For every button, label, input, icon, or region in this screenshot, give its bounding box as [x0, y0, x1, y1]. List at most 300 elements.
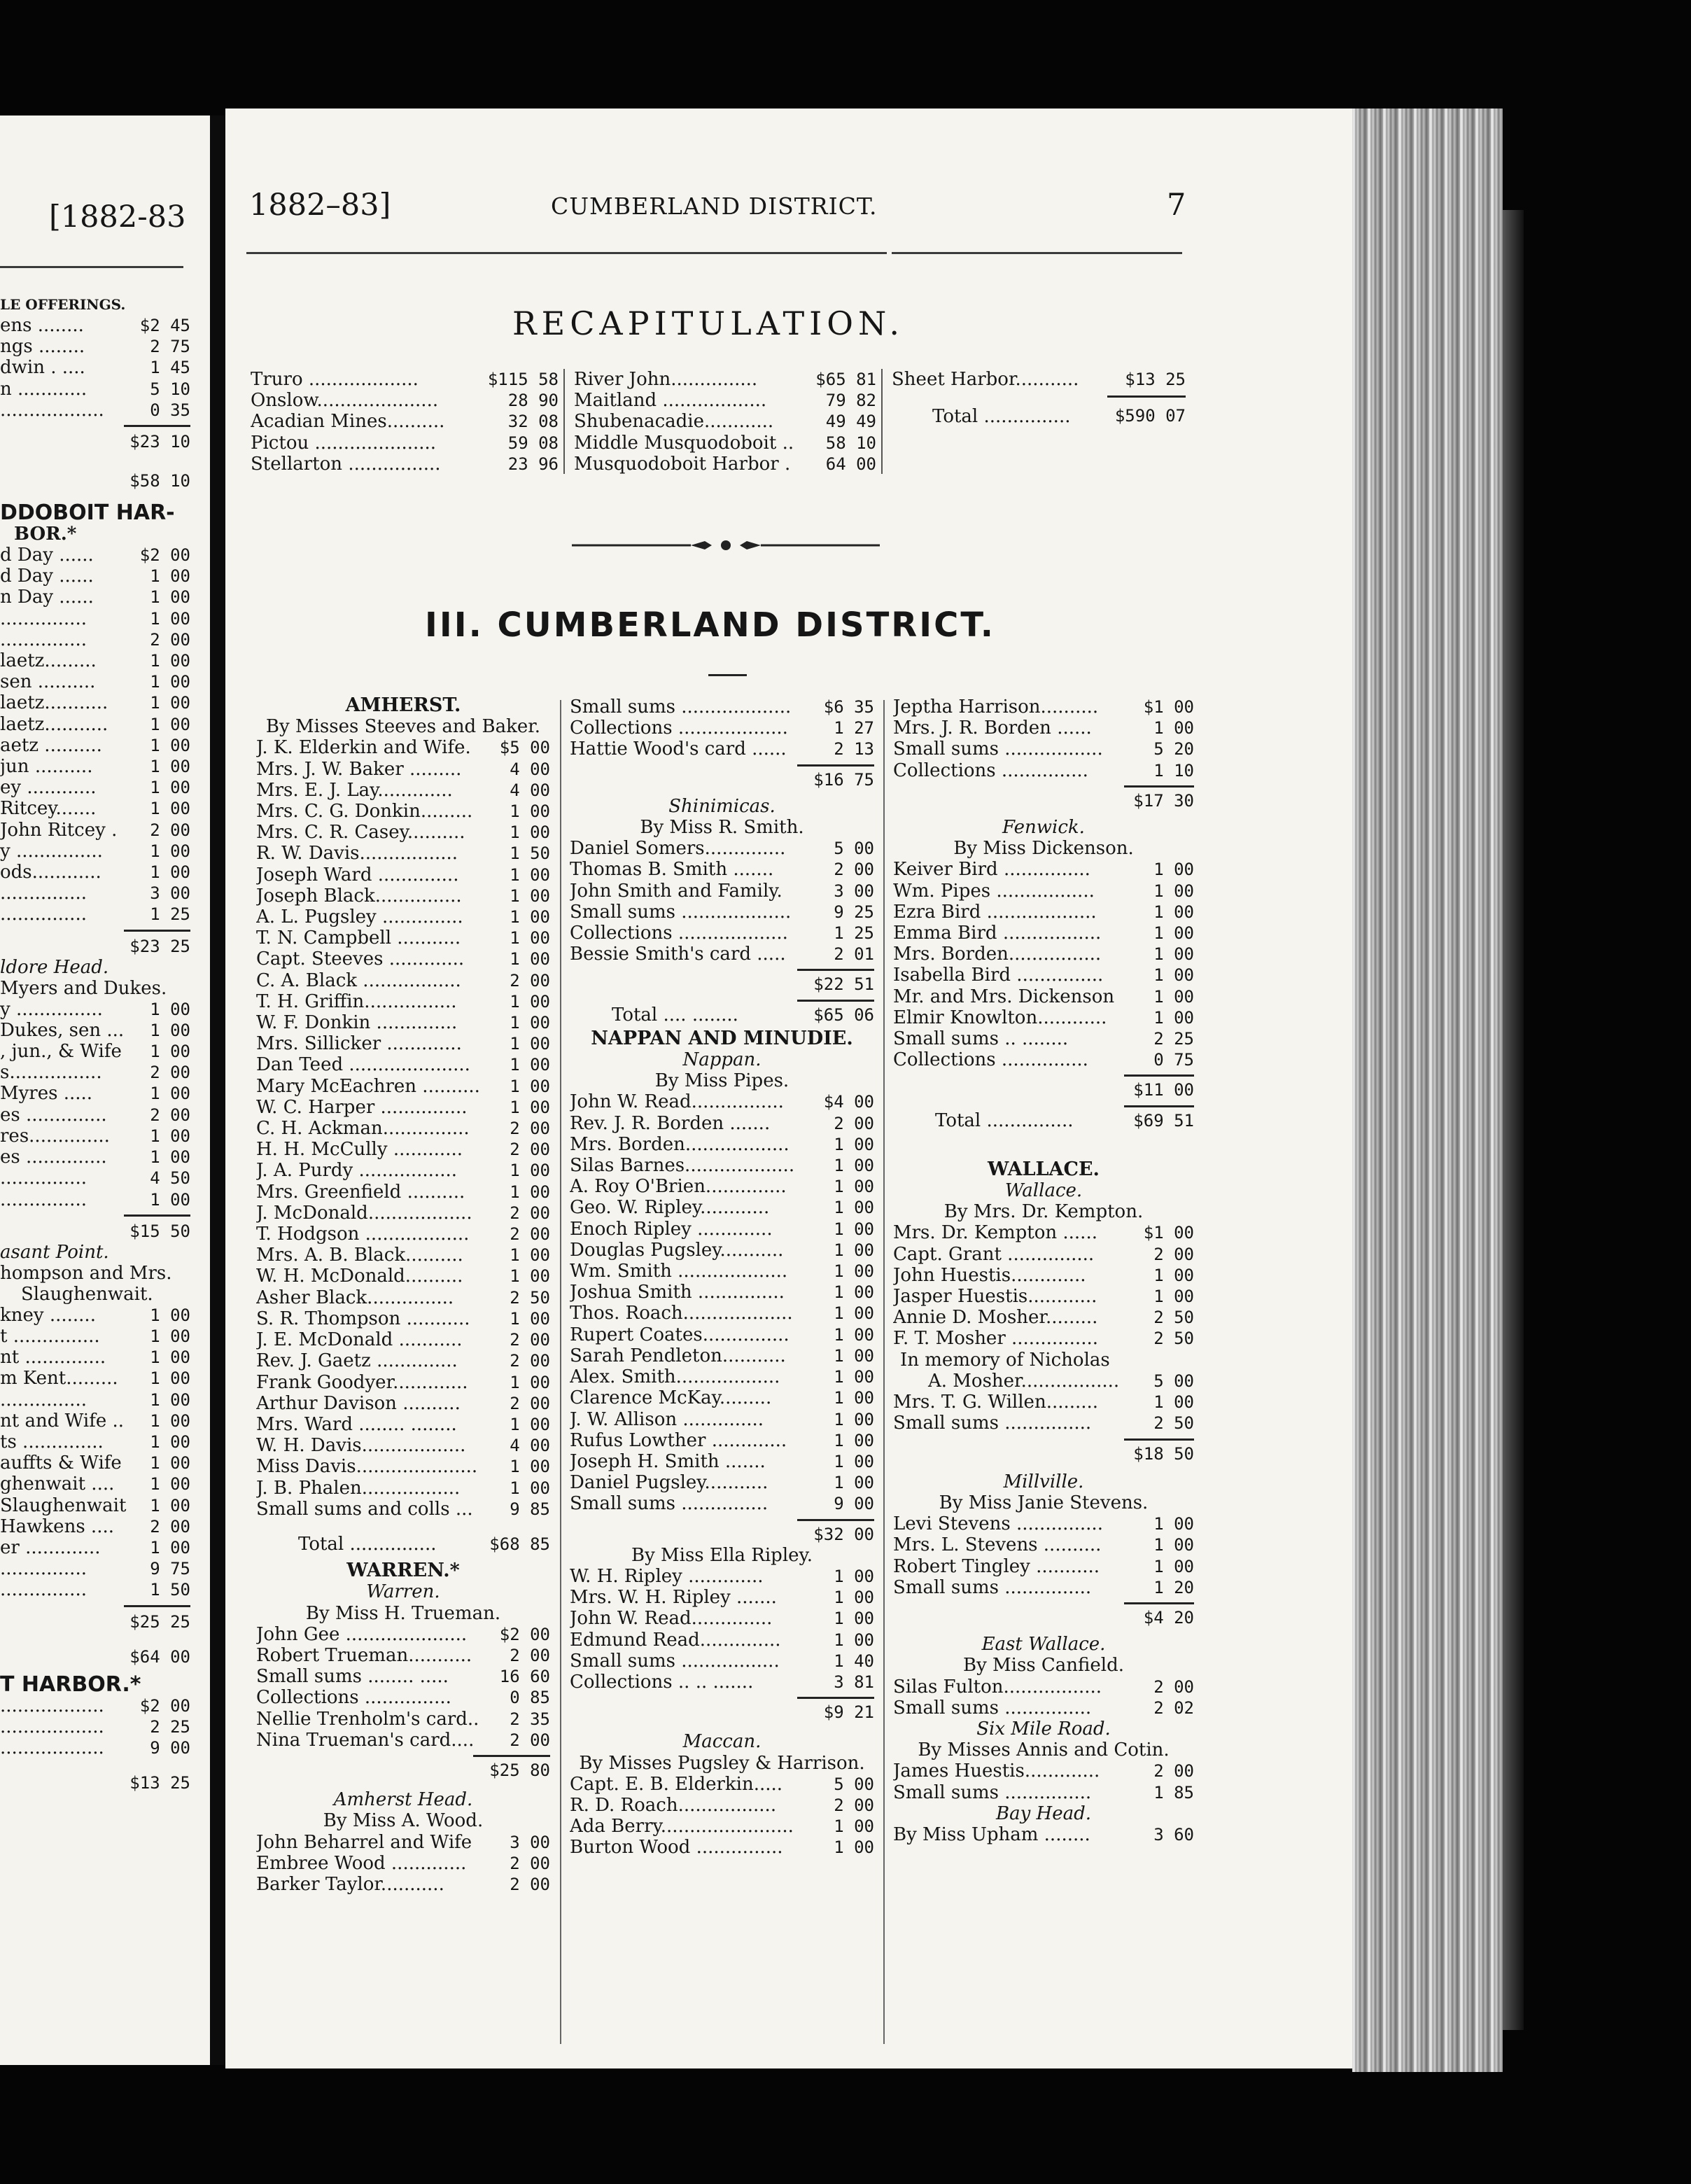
entry-amount: 1 85: [1153, 1782, 1194, 1802]
entry-label: ens ........: [0, 315, 84, 336]
sum-rule: [1124, 1105, 1194, 1107]
entry-label: Small sums ...................: [570, 696, 792, 718]
entry-amount: 1 00: [150, 862, 190, 883]
section-total: [570, 1004, 874, 1026]
sum-rule: [797, 1519, 874, 1521]
entry-label: Ada Berry.......................: [570, 1816, 794, 1837]
entry-amount: 1 00: [510, 991, 550, 1011]
entry-row: [256, 1287, 550, 1308]
memory-line: In memory of Nicholas: [900, 1349, 1110, 1371]
spacer: [0, 1632, 190, 1646]
left-entry-row: [0, 357, 190, 378]
entry-label: Elmir Knowlton............: [893, 1007, 1107, 1028]
entry-amount: 1 27: [834, 718, 874, 738]
entry-label: m Kent.........: [0, 1368, 118, 1390]
entry-row: [570, 1134, 874, 1155]
entry-label: Mrs. Ward ........ ........: [256, 1413, 457, 1435]
total-label: Total ...............: [298, 1533, 437, 1555]
entry-label: , jun., & Wife: [0, 1041, 122, 1063]
entry-amount: 0 75: [1153, 1050, 1194, 1070]
entry-amount: 2 01: [834, 944, 874, 965]
entry-amount: 2 00: [834, 1795, 874, 1815]
recap-row: [574, 369, 876, 390]
entry-row: [256, 1832, 550, 1853]
entry-label: John Huestis.............: [893, 1264, 1086, 1286]
entry-amount: 1 20: [1153, 1577, 1194, 1597]
entry-row: [570, 902, 874, 923]
left-entry-row: [0, 1737, 190, 1758]
entry-label: ...............: [0, 904, 87, 925]
recap-row: [574, 433, 876, 454]
entry-amount: 1 00: [510, 1308, 550, 1329]
entry-amount: 16 60: [499, 1667, 550, 1687]
entry-label: Small sums ...............: [893, 1413, 1092, 1434]
entry-amount: 2 00: [150, 1063, 190, 1083]
entry-label: Joseph Ward ..............: [256, 864, 459, 886]
entry-amount: 1 00: [1153, 944, 1194, 965]
entry-row: [570, 1774, 874, 1795]
entry-amount: 1 00: [1153, 965, 1194, 986]
entry-amount: 2 00: [510, 1140, 550, 1160]
entry-amount: 5 10: [150, 379, 190, 399]
entry-amount: 5 00: [834, 1774, 874, 1794]
entry-amount: 1 00: [834, 1609, 874, 1629]
entry-amount: 1 00: [510, 1013, 550, 1033]
entry-label: R. W. Davis.................: [256, 843, 458, 864]
entry-amount: 4 00: [510, 759, 550, 779]
left-collector-line: Myers and Dukes.: [0, 977, 167, 999]
entry-amount: 1 00: [150, 693, 190, 713]
entry-amount: 9 00: [150, 1737, 190, 1758]
left-entry-row: [0, 336, 190, 357]
collector-line: By Mrs. Dr. Kempton.: [943, 1201, 1144, 1223]
entry-label: Small sums ...............: [893, 1576, 1092, 1598]
entry-label: Mrs. Borden..................: [570, 1133, 790, 1155]
subheading: Warren.: [366, 1581, 440, 1603]
entry-row: [893, 1307, 1194, 1328]
left-entry-row: [0, 1537, 190, 1558]
entry-label: ...............: [0, 1579, 87, 1601]
entry-row: [570, 1409, 874, 1430]
entry-amount: 9 85: [510, 1499, 550, 1519]
entry-label: Myres .....: [0, 1083, 93, 1105]
recap-col-1: [251, 369, 559, 475]
entry-amount: 1 00: [150, 1326, 190, 1346]
recap-total-value: $590 07: [1114, 406, 1186, 426]
entry-label: ...............: [0, 883, 87, 904]
entry-label: res..............: [0, 1125, 110, 1147]
entry-label: Rev. J. R. Borden .......: [570, 1112, 771, 1134]
entry-label: ...............: [0, 629, 87, 650]
sum-rule: [797, 1000, 874, 1002]
entry-label: J. B. Phalen.................: [256, 1477, 461, 1499]
entry-amount: 1 00: [150, 1453, 190, 1474]
book-edge-shadow: [1503, 210, 1524, 2030]
sum-rule: [797, 1697, 874, 1699]
entry-row: [570, 1303, 874, 1324]
entry-row: [893, 1698, 1194, 1718]
entry-row: [893, 1513, 1194, 1534]
entry-amount: 1 00: [834, 1324, 874, 1345]
entry-row: [256, 970, 550, 991]
entry-label: Mrs. J. R. Borden ......: [893, 718, 1092, 739]
spacer: [893, 1131, 1194, 1159]
entry-label: es ..............: [0, 1147, 107, 1168]
entry-row: [570, 1672, 874, 1693]
entry-amount: 1 00: [150, 1147, 190, 1168]
entry-label: J. W. Allison ..............: [570, 1408, 764, 1430]
entry-amount: 1 00: [150, 757, 190, 777]
entry-amount: 1 00: [150, 1020, 190, 1040]
entry-row: [893, 1244, 1194, 1265]
left-entry-row: [0, 1695, 190, 1716]
left-entry-row: [0, 1305, 190, 1326]
recap-col-3: [892, 369, 1186, 390]
entry-amount: 1 00: [1153, 986, 1194, 1007]
entry-label: Jeptha Harrison..........: [893, 696, 1099, 718]
entry-label: Slaughenwait: [0, 1494, 127, 1516]
grand-total: $13 25: [129, 1773, 190, 1793]
entry-label: John Beharrel and Wife: [256, 1831, 472, 1853]
entry-amount: 1 00: [510, 1097, 550, 1117]
entry-amount: 1 00: [834, 1566, 874, 1586]
entry-amount: 1 00: [150, 566, 190, 587]
entry-label: Small sums .................: [893, 738, 1103, 760]
entry-row: [893, 1286, 1194, 1307]
entry-label: Nellie Trenholm's card..: [256, 1708, 479, 1730]
entry-label: Small sums .. ........: [893, 1028, 1069, 1050]
entry-amount: 1 40: [834, 1651, 874, 1671]
entry-amount: 3 60: [1153, 1824, 1194, 1844]
left-entry-row: [0, 608, 190, 629]
entry-amount: 1 00: [150, 1432, 190, 1452]
entry-amount: $6 35: [823, 697, 874, 717]
spacer: [0, 452, 190, 470]
entry-label: y ...............: [0, 998, 103, 1020]
entry-row: [570, 923, 874, 944]
entry-label: Miss Davis.....................: [256, 1456, 478, 1478]
entry-amount: 1 00: [834, 1198, 874, 1218]
entry-row: [893, 986, 1194, 1007]
recap-row: [251, 390, 559, 411]
entry-label: A. Roy O'Brien..............: [570, 1176, 787, 1198]
entry-label: laetz...........: [0, 692, 108, 714]
entry-label: Mrs. E. J. Lay.............: [256, 779, 453, 801]
entry-row: [570, 1837, 874, 1858]
entry-label: ngs ........: [0, 336, 85, 358]
entry-amount: 1 00: [834, 1282, 874, 1303]
entry-amount: 2 00: [510, 1730, 550, 1750]
entry-label: Mrs. Dr. Kempton ......: [893, 1222, 1097, 1244]
entry-amount: 1 00: [150, 1537, 190, 1558]
entry-amount: $2 00: [139, 545, 190, 566]
entry-amount: 1 50: [150, 1580, 190, 1600]
sum-rule: [124, 1605, 190, 1607]
entry-amount: 1 00: [1153, 718, 1194, 738]
entry-amount: 3 00: [150, 883, 190, 904]
entry-label: Small sums and colls ...: [256, 1498, 473, 1520]
left-entry-row: [0, 629, 190, 650]
entry-row: [570, 859, 874, 880]
entry-label: ...............: [0, 608, 87, 629]
entry-amount: $5 00: [499, 738, 550, 758]
left-entry-row: [0, 756, 190, 777]
entry-label: d Day ......: [0, 545, 94, 566]
subheading: Millville.: [1003, 1471, 1084, 1492]
entry-label: T. H. Griffin................: [256, 990, 457, 1012]
entry-amount: 1 00: [834, 1240, 874, 1260]
left-entry-row: [0, 1558, 190, 1579]
entry-amount: 1 00: [834, 1303, 874, 1324]
entry-amount: 1 00: [834, 1177, 874, 1197]
recap-total-rule: [1107, 396, 1186, 398]
left-entry-row: [0, 587, 190, 608]
entry-amount: 1 00: [834, 1630, 874, 1650]
entry-row: [256, 1160, 550, 1181]
entry-label: John Ritcey .: [0, 819, 118, 841]
recap-row: [251, 433, 559, 454]
entry-label: Onslow.....................: [251, 390, 439, 412]
subheading: Bay Head.: [995, 1802, 1092, 1824]
entry-label: Clarence McKay.........: [570, 1387, 772, 1409]
entry-row: [570, 1282, 874, 1303]
entry-label: Mrs. Borden................: [893, 944, 1102, 965]
entry-amount: 1 00: [1153, 1514, 1194, 1534]
entry-row: [570, 1493, 874, 1514]
entry-amount: $1 00: [1143, 697, 1194, 717]
subtotal: $22 51: [813, 974, 874, 995]
left-entry-row: [0, 1041, 190, 1062]
entry-amount: 1 00: [150, 1084, 190, 1104]
entry-row: [570, 1113, 874, 1134]
entry-label: d Day ......: [0, 566, 94, 587]
entry-row: [256, 1245, 550, 1266]
spacer: [570, 790, 874, 796]
recap-total-label: Total ...............: [932, 406, 1071, 427]
subtotal: $9 21: [823, 1702, 874, 1723]
entry-label: Collections ...............: [893, 760, 1088, 781]
entry-label: Alex. Smith..................: [570, 1366, 780, 1388]
left-entry-row: [0, 1452, 190, 1474]
entry-amount: 2 00: [510, 1203, 550, 1223]
entry-amount: 1 00: [510, 1055, 550, 1075]
entry-label: Keiver Bird ...............: [893, 859, 1090, 881]
sum-rule: [124, 930, 190, 932]
entry-amount: 1 00: [150, 799, 190, 819]
subtotal: $32 00: [813, 1524, 874, 1544]
left-entry-row: [0, 1020, 190, 1041]
entry-label: Silas Fulton.................: [893, 1676, 1102, 1698]
entry-label: ..................: [0, 1695, 104, 1716]
entry-label: Small sums ...............: [570, 1493, 769, 1515]
entry-row: [570, 1816, 874, 1837]
entry-amount: 2 25: [1153, 1029, 1194, 1049]
left-entry-row: [0, 400, 190, 421]
entry-amount: 1 00: [1153, 1007, 1194, 1028]
entry-label: Mrs. T. G. Willen.........: [893, 1392, 1099, 1413]
entry-amount: 1 00: [834, 1409, 874, 1429]
entry-row: [256, 1054, 550, 1075]
book-gutter: [210, 115, 225, 2065]
column-a: [256, 695, 550, 1895]
sum-rule: [797, 969, 874, 971]
entry-label: T. N. Campbell ...........: [256, 927, 461, 949]
entry-row: [256, 1435, 550, 1456]
sum-rule: [124, 1214, 190, 1217]
entry-label: Rufus Lowther .............: [570, 1429, 787, 1451]
recap-total: [932, 406, 1186, 427]
entry-label: ts ..............: [0, 1431, 104, 1452]
entry-amount: 1 00: [150, 1042, 190, 1062]
entry-label: J. A. Purdy .................: [256, 1160, 458, 1182]
entry-row: [570, 696, 874, 718]
entry-amount: 1 00: [1153, 1265, 1194, 1285]
entry-row: [256, 991, 550, 1012]
entry-amount: 2 00: [1153, 1761, 1194, 1782]
sum-rule: [124, 425, 190, 427]
entry-row: [893, 1676, 1194, 1698]
entry-row: [893, 1760, 1194, 1782]
entry-row: [893, 965, 1194, 986]
entry-label: Mr. and Mrs. Dickenson: [893, 986, 1115, 1007]
entry-row: [893, 1328, 1194, 1349]
entry-row: [893, 1413, 1194, 1434]
entry-label: ..................: [0, 399, 104, 421]
entry-label: ey ............: [0, 777, 97, 799]
entry-row: [893, 1222, 1194, 1243]
collector-line: By Miss H. Trueman.: [305, 1602, 501, 1624]
entry-label: Dan Teed .....................: [256, 1054, 470, 1076]
left-entry-row: [0, 1495, 190, 1516]
entry-label: W. F. Donkin ..............: [256, 1012, 458, 1034]
entry-label: Ezra Bird ...................: [893, 901, 1097, 923]
entry-label: ghenwait ....: [0, 1474, 115, 1495]
entry-amount: 5 20: [1153, 739, 1194, 760]
entry-label: Hawkens ....: [0, 1516, 114, 1537]
collector-line: By Miss Dickenson.: [953, 838, 1134, 860]
left-entry-row: [0, 1147, 190, 1168]
entry-row: [256, 1224, 550, 1245]
entry-amount: 2 13: [834, 739, 874, 760]
entry-row: [256, 737, 550, 758]
section-heading-nappan: NAPPAN AND MINUDIE.: [591, 1027, 853, 1049]
spacer: [256, 1520, 550, 1534]
entry-amount: 1 00: [1153, 881, 1194, 901]
entry-label: Daniel Somers..............: [570, 838, 786, 860]
entry-row: [256, 1350, 550, 1371]
entry-row: [893, 738, 1194, 760]
spacer: [570, 1723, 874, 1731]
section-heading-warren: WARREN.*: [346, 1560, 460, 1582]
entry-amount: 1 45: [150, 358, 190, 378]
subtotal: $11 00: [1133, 1080, 1194, 1100]
entry-row: [256, 1097, 550, 1118]
entry-label: Isabella Bird ...............: [893, 965, 1104, 986]
entry-label: Edmund Read..............: [570, 1629, 781, 1651]
entry-amount: 1 00: [510, 1457, 550, 1477]
entry-label: sen ..........: [0, 671, 96, 693]
entry-amount: 1 00: [834, 1345, 874, 1366]
entry-row: [256, 780, 550, 801]
entry-label: Rupert Coates...............: [570, 1324, 790, 1345]
entry-row: [893, 718, 1194, 738]
entry-label: Collections .. .. .......: [570, 1671, 754, 1693]
left-page-header: [1882-83: [49, 200, 186, 234]
left-entry-row: [0, 862, 190, 883]
grand-total: $58 10: [129, 471, 190, 491]
entry-label: Annie D. Mosher.........: [893, 1307, 1098, 1329]
entry-row: [256, 864, 550, 886]
entry-amount: 23 96: [507, 454, 559, 474]
collector-line: By Miss Janie Stevens.: [939, 1492, 1149, 1513]
collector-line: By Miss A. Wood.: [323, 1810, 484, 1832]
entry-label: Small sums ...............: [893, 1782, 1092, 1803]
entry-row: [256, 1730, 550, 1751]
entry-row: [256, 948, 550, 969]
entry-label: Embree Wood .............: [256, 1852, 467, 1874]
spacer: [893, 1628, 1194, 1634]
entry-amount: 1 00: [1153, 902, 1194, 922]
entry-label: Barker Taylor...........: [256, 1873, 444, 1895]
total-value: $69 51: [1133, 1110, 1194, 1130]
entry-amount: 1 00: [834, 1473, 874, 1493]
entry-label: Mrs. L. Stevens ..........: [893, 1534, 1102, 1556]
entry-amount: $2 45: [139, 316, 190, 335]
left-entry-row: [0, 777, 190, 798]
entry-amount: 2 02: [1153, 1698, 1194, 1718]
entry-amount: 2 00: [510, 1351, 550, 1371]
entry-label: Joseph Black...............: [256, 885, 462, 906]
collector-line: By Miss Ella Ripley.: [631, 1544, 813, 1566]
entry-label: C. H. Ackman...............: [256, 1118, 470, 1140]
entry-label: Capt. Steeves .............: [256, 948, 465, 970]
recap-row: [251, 454, 559, 475]
entry-amount: 4 00: [510, 1436, 550, 1456]
entry-label: Thos. Roach...................: [570, 1303, 793, 1324]
subtotal: $18 50: [1133, 1443, 1194, 1464]
entry-amount: 2 00: [150, 1516, 190, 1536]
entry-amount: 2 35: [510, 1709, 550, 1729]
entry-amount: 1 00: [510, 1266, 550, 1287]
entry-label: Rev. J. Gaetz ..............: [256, 1350, 458, 1372]
entry-amount: 4 00: [510, 780, 550, 800]
entry-row: [570, 1587, 874, 1608]
entry-amount: 2 00: [510, 1330, 550, 1350]
district-title: III. CUMBERLAND DISTRICT.: [425, 606, 996, 645]
entry-label: ..................: [0, 1737, 104, 1758]
entry-row: [893, 1049, 1194, 1070]
entry-label: Collections ...............: [256, 1687, 451, 1709]
recap-row: [251, 411, 559, 432]
entry-amount: 1 00: [1153, 923, 1194, 944]
entry-label: Robert Trueman...........: [256, 1644, 472, 1666]
entry-amount: 2 00: [150, 629, 190, 650]
entry-label: Small sums ........ .....: [256, 1666, 449, 1688]
left-entry-row: [0, 1368, 190, 1389]
left-entry-row: [0, 1432, 190, 1452]
left-page-body: [0, 294, 190, 1793]
entry-label: Shubenacadie............: [574, 411, 774, 433]
entry-amount: 2 00: [834, 860, 874, 880]
subheading: Amherst Head.: [333, 1789, 473, 1811]
entry-amount: 1 00: [834, 1134, 874, 1154]
recap-row: [251, 369, 559, 390]
section-total: [893, 1110, 1194, 1131]
entry-amount: 32 08: [507, 412, 559, 432]
header-rule-left: [246, 252, 887, 254]
entry-row: [570, 1795, 874, 1816]
entry-label: A. L. Pugsley ..............: [256, 906, 463, 928]
